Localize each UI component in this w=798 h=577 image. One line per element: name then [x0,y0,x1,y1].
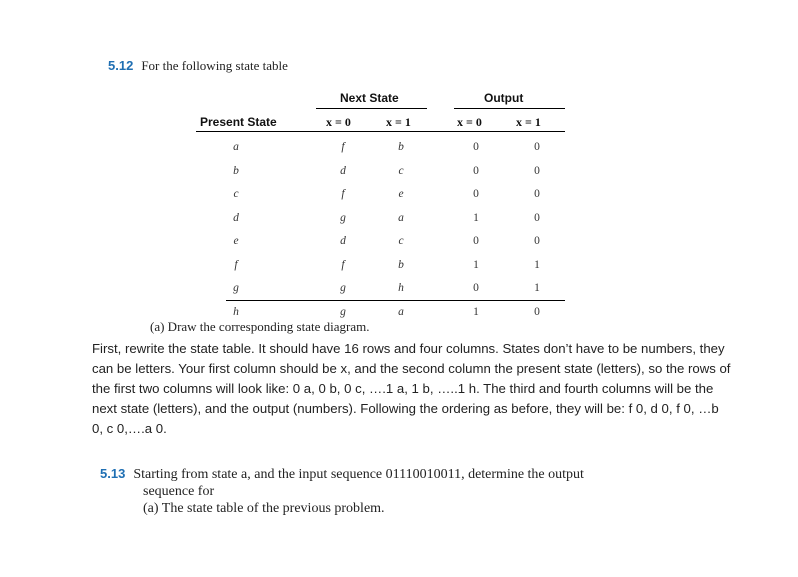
problem-line-1: Starting from state a, and the input sequence 01110010011, determine the output [133,467,584,482]
problem-prompt: For the following state table [141,58,288,73]
output-x0-cell: 0 [473,164,479,177]
problem-number: 5.12 [108,58,134,73]
next-x1-cell: b [398,258,404,271]
output-x0-cell: 0 [473,282,479,294]
next-x0-cell: g [340,282,346,294]
next-x1-cell: e [398,188,404,200]
next-x0-cell: g [340,305,346,318]
next-x1-cell: a [398,211,404,224]
instructions-paragraph: First, rewrite the state table. It should have 16 rows and four columns. States don’t have to be numbers, they can be letters. Your first column should be x, and the second column the present state (letters), so the rows of the first two columns will look like: 0 a, 0 b, 0 c, ….1 a, 1 b, …..1 h. The third and fourth columns will be the next state (letters), and the output (numbers). Following the ordering as before, they will be: f 0, d 0, f 0, …b 0, c 0,….a 0. [92,341,731,436]
output-x1-cell: 0 [534,211,540,224]
next-x0-cell: d [340,164,346,177]
next-x1-cell: c [398,235,404,247]
out-x1-header: x = 1 [516,115,541,129]
output-x0-cell: 1 [473,258,479,271]
next-x0-cell: d [340,235,346,247]
present-state-cell: c [233,188,239,200]
problem-line-2: sequence for [143,484,215,499]
output-x1-cell: 0 [534,164,540,177]
out-x0-header: x = 0 [457,115,482,129]
next-x0-header: x = 0 [326,115,351,129]
output-x1-cell: 0 [534,188,540,200]
present-state-cell: d [233,211,239,224]
next-x1-cell: b [398,141,404,153]
output-x0-cell: 0 [473,188,479,200]
output-rule [454,108,565,109]
next-x0-cell: f [341,141,345,153]
present-state-cell: a [233,141,239,153]
output-x1-cell: 0 [534,141,540,153]
next-x1-cell: a [398,305,404,318]
output-x0-cell: 0 [473,141,479,153]
output-x0-cell: 1 [473,305,479,318]
output-header: Output [484,91,524,105]
problem-line-3: (a) The state table of the previous problem. [143,501,385,516]
next-x1-header: x = 1 [386,115,411,129]
next-state-rule [316,108,427,109]
next-x1-cell: c [398,164,404,177]
present-state-header: Present State [200,115,277,129]
output-x1-cell: 1 [534,258,540,271]
problem-number: 5.13 [100,466,126,481]
output-x0-cell: 0 [473,235,479,247]
next-state-header: Next State [340,91,399,105]
output-x1-cell: 0 [534,235,540,247]
header-rule [196,131,565,132]
bottom-rule [226,300,565,301]
present-state-cell: g [233,282,239,294]
present-state-cell: h [233,305,239,318]
next-x0-cell: g [340,211,346,224]
next-x0-cell: f [341,258,345,271]
present-state-cell: e [233,235,239,247]
output-x1-cell: 0 [534,305,540,318]
next-x0-cell: f [341,188,345,200]
output-x1-cell: 1 [534,282,540,294]
present-state-cell: b [233,164,239,177]
output-x0-cell: 1 [473,211,479,224]
present-state-cell: f [234,258,238,271]
problem-5-13 [100,465,584,517]
next-x1-cell: h [398,282,404,294]
part-a-label: (a) Draw the corresponding state diagram. [150,319,370,334]
